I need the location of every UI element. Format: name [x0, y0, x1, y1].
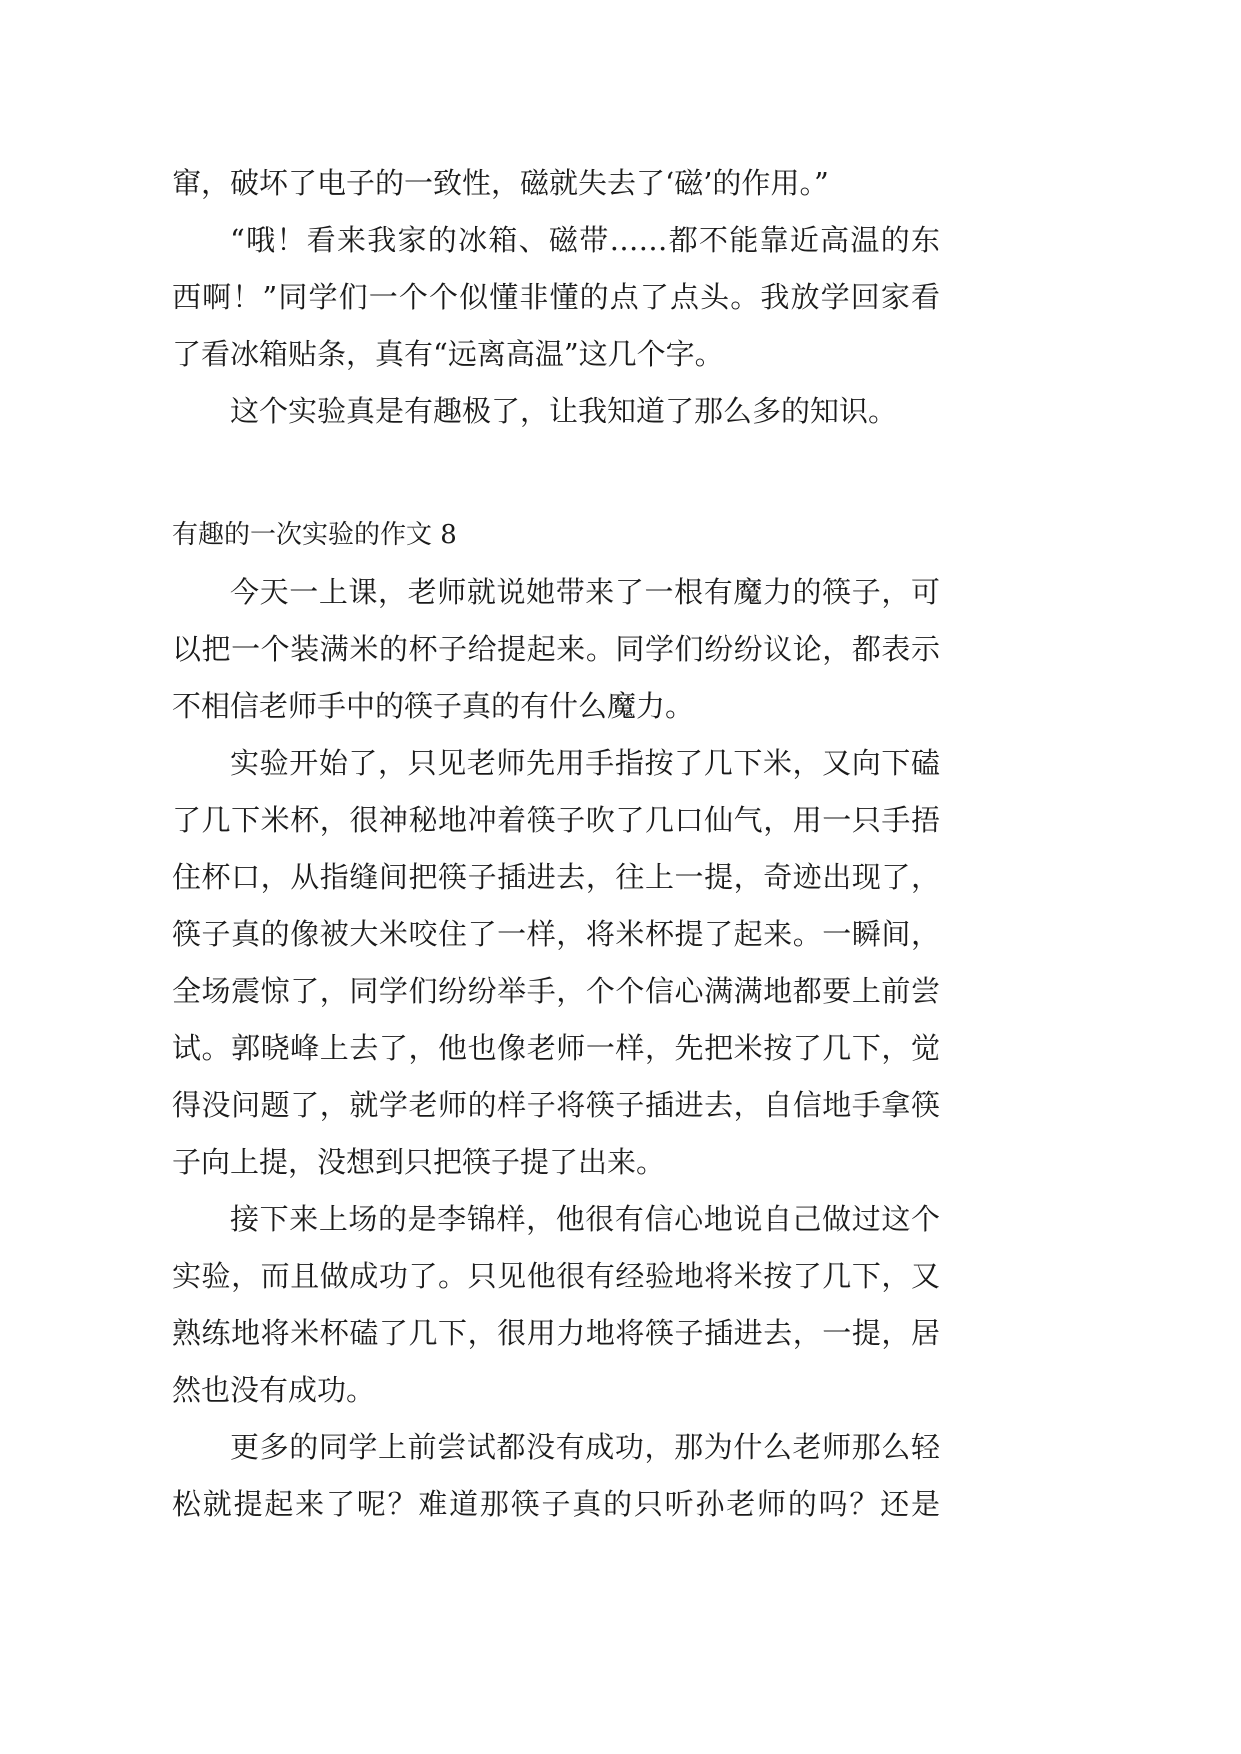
paragraph — [172, 1191, 940, 1419]
text-line: 不相信老师手中的筷子真的有什么魔力。 — [172, 689, 695, 723]
paragraph — [172, 564, 940, 735]
paragraph — [172, 1419, 940, 1533]
text-line: 子向上提，没想到只把筷子提了出来。 — [172, 1145, 666, 1179]
text-line: 实验开始了，只见老师先用手指按了几下米，又向下磕 — [230, 746, 940, 780]
text-line: 了看冰箱贴条，真有“远离高温”这几个字。 — [172, 337, 724, 371]
page-body — [172, 155, 940, 1533]
paragraph — [172, 383, 940, 440]
text-line: 住杯口，从指缝间把筷子插进去，往上一提，奇迹出现了， — [172, 860, 940, 894]
text-line: 然也没有成功。 — [172, 1373, 376, 1407]
text-line: 得没问题了，就学老师的样子将筷子插进去，自信地手拿筷 — [172, 1088, 940, 1122]
text-line: “哦！看来我家的冰箱、磁带……都不能靠近高温的东 — [230, 223, 940, 257]
essay-title: 有趣的一次实验的作文 8 — [172, 520, 457, 550]
text-line: 全场震惊了，同学们纷纷举手，个个信心满满地都要上前尝 — [172, 974, 940, 1008]
text-line: 接下来上场的是李锦样，他很有信心地说自己做过这个 — [230, 1202, 940, 1236]
text-line: 西啊！”同学们一个个似懂非懂的点了点头。我放学回家看 — [172, 280, 940, 314]
text-line: 实验，而且做成功了。只见他很有经验地将米按了几下，又 — [172, 1259, 940, 1293]
text-line: 更多的同学上前尝试都没有成功，那为什么老师那么轻 — [230, 1430, 940, 1464]
text-line: 熟练地将米杯磕了几下，很用力地将筷子插进去，一提，居 — [172, 1316, 940, 1350]
text-line: 窜，破坏了电子的一致性，磁就失去了‘磁’的作用。” — [172, 166, 829, 200]
text-line: 筷子真的像被大米咬住了一样，将米杯提了起来。一瞬间， — [172, 917, 940, 951]
text-line: 了几下米杯，很神秘地冲着筷子吹了几口仙气，用一只手捂 — [172, 803, 940, 837]
text-line: 松就提起来了呢？难道那筷子真的只听孙老师的吗？还是 — [172, 1487, 940, 1521]
text-line: 这个实验真是有趣极了，让我知道了那么多的知识。 — [230, 394, 898, 428]
paragraph — [172, 735, 940, 1191]
text-line: 试。郭晓峰上去了，他也像老师一样，先把米按了几下，觉 — [172, 1031, 940, 1065]
paragraph — [172, 212, 940, 383]
text-line: 以把一个装满米的杯子给提起来。同学们纷纷议论，都表示 — [172, 632, 940, 666]
paragraph — [172, 155, 940, 212]
text-line: 今天一上课，老师就说她带来了一根有魔力的筷子，可 — [230, 575, 940, 609]
